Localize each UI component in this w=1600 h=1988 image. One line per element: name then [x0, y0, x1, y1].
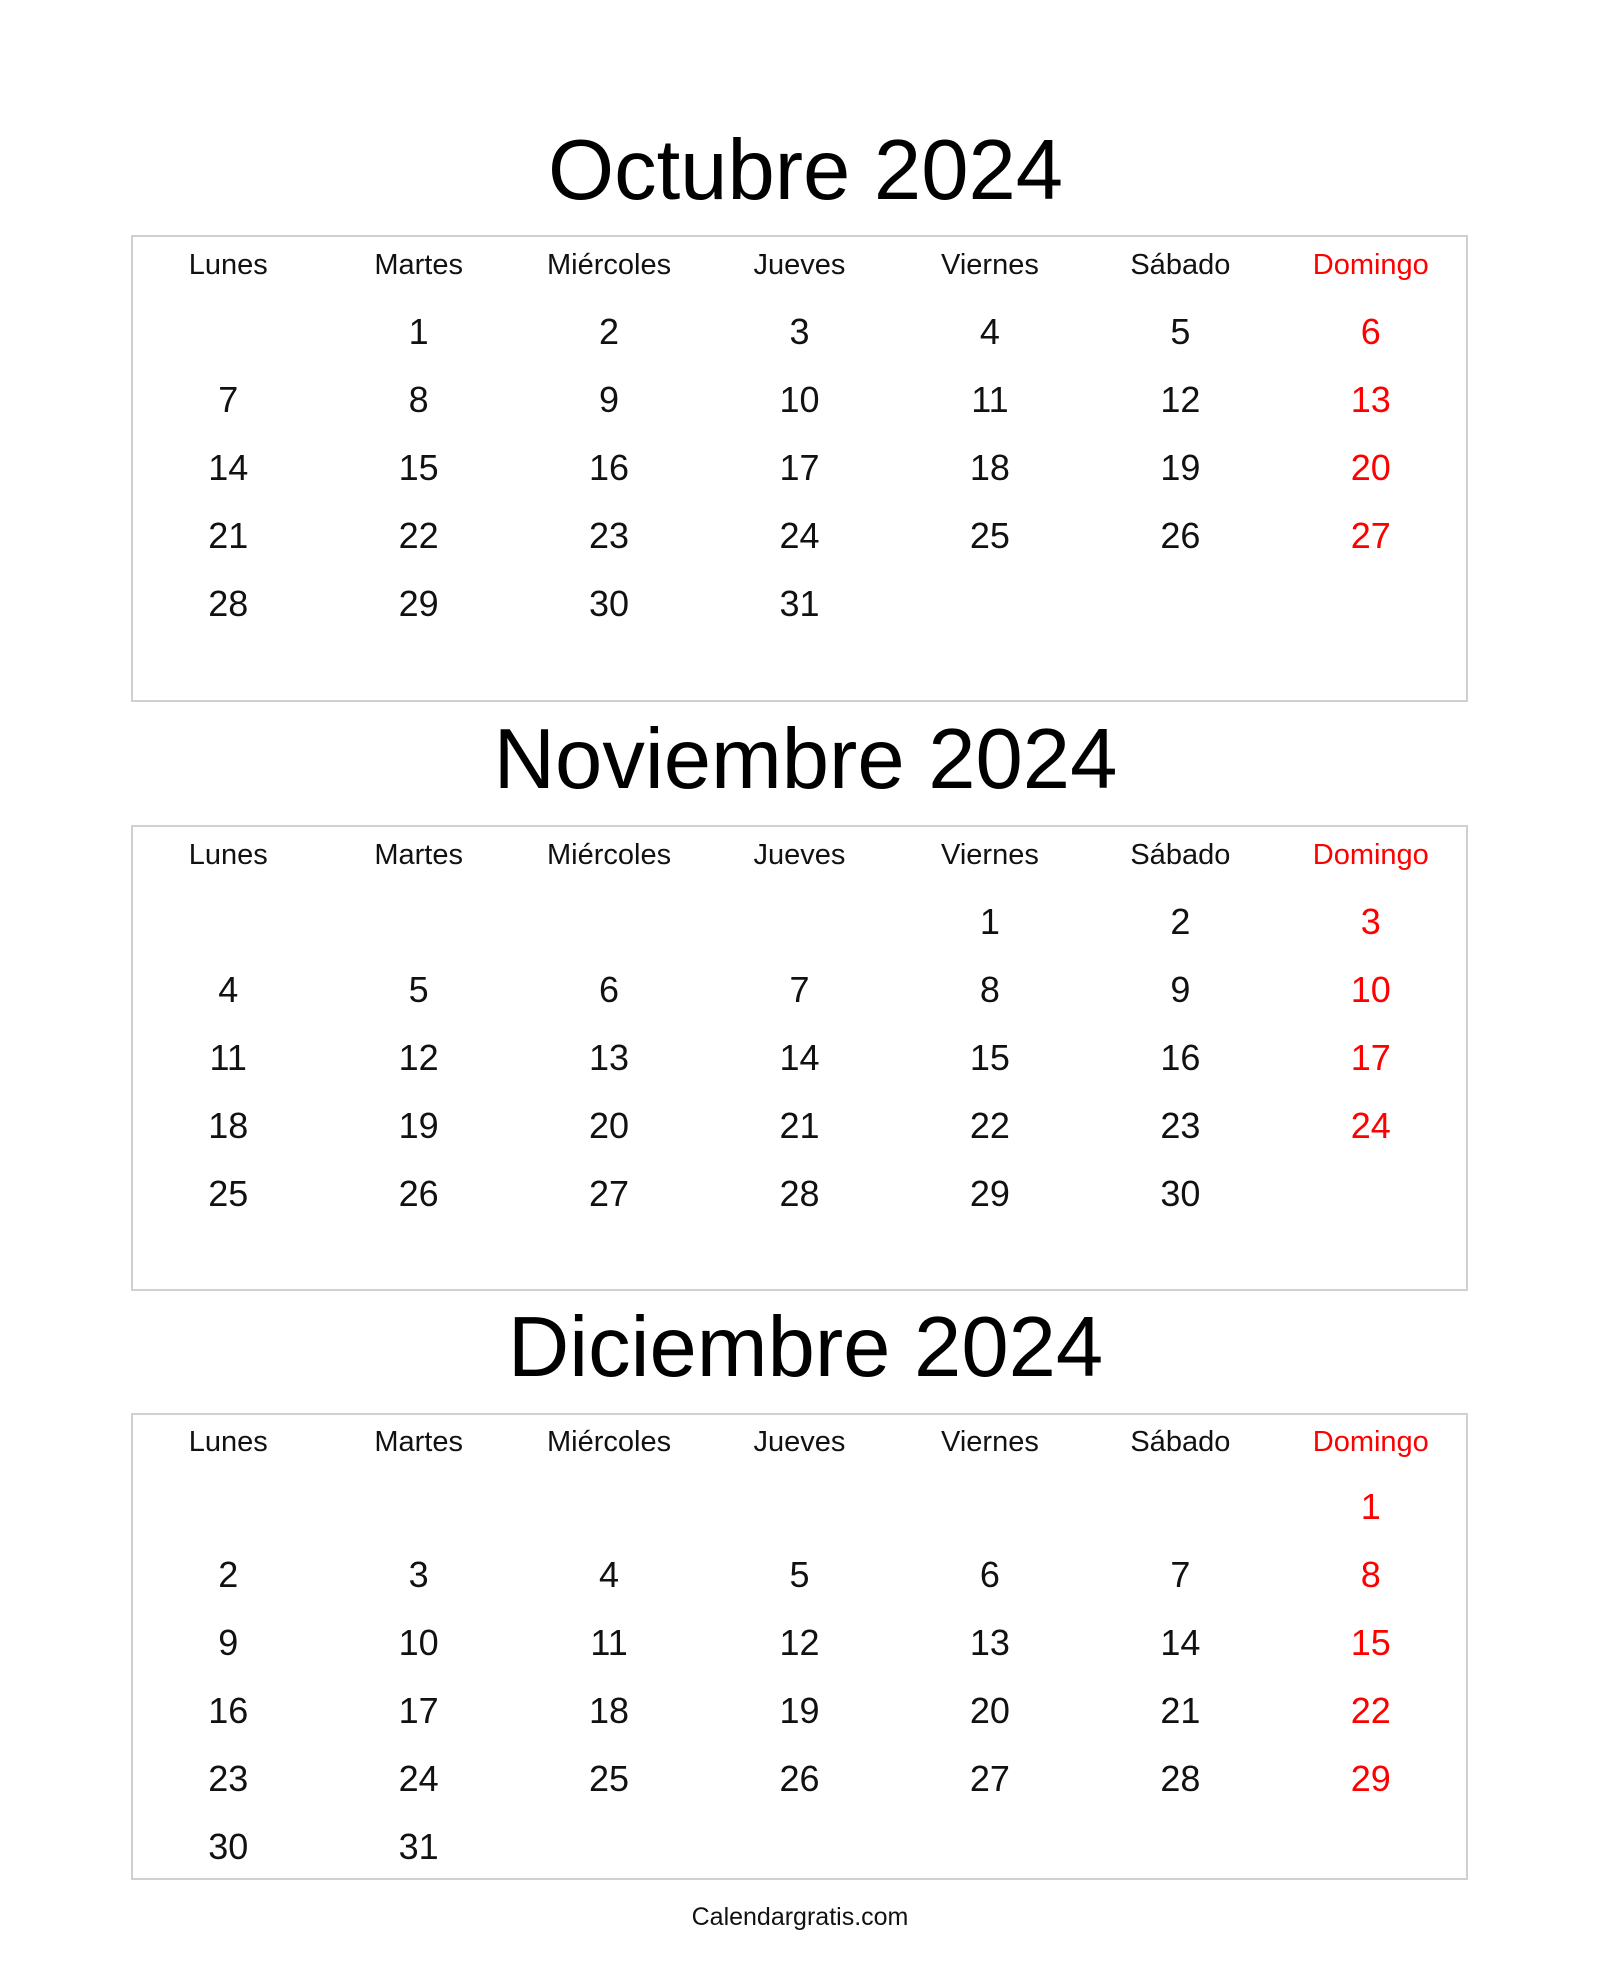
day-cell-sunday: 17	[1350, 1037, 1391, 1078]
day-cell: 17	[398, 1690, 439, 1731]
day-cell: 27	[969, 1758, 1010, 1799]
day-cell: 26	[398, 1173, 439, 1214]
day-cell	[1085, 579, 1275, 629]
day-cell-sunday: 22	[1350, 1690, 1391, 1731]
day-cell-sunday: 24	[1350, 1105, 1391, 1146]
month-title-october: Octubre 2024	[547, 123, 1064, 218]
day-cell: 25	[969, 515, 1010, 556]
day-cell: 8	[979, 969, 1000, 1010]
day-cell: 2	[218, 1554, 239, 1595]
day-cell: 21	[208, 515, 249, 556]
day-cell: 10	[779, 379, 820, 420]
day-cell: 30	[208, 1826, 249, 1867]
day-cell: 16	[589, 447, 630, 488]
day-cell-sunday	[1276, 647, 1466, 697]
day-cell: 14	[208, 447, 249, 488]
day-cell-sunday: 29	[1350, 1758, 1391, 1799]
day-cell	[514, 1482, 704, 1532]
weekday-saturday: Sábado	[1130, 1426, 1231, 1458]
day-cell: 1	[408, 311, 429, 352]
day-cell: 4	[218, 969, 239, 1010]
weekday-saturday: Sábado	[1130, 249, 1231, 281]
weekday-monday: Lunes	[188, 1426, 268, 1458]
weekday-sunday: Domingo	[1312, 1426, 1429, 1458]
day-cell	[704, 1822, 894, 1872]
week-row	[133, 307, 1466, 357]
day-cell: 22	[398, 515, 439, 556]
day-cell	[1085, 1237, 1275, 1287]
day-cell: 9	[599, 379, 620, 420]
day-cell: 10	[398, 1622, 439, 1663]
day-cell: 20	[589, 1105, 630, 1146]
month-grid-december	[131, 1413, 1468, 1880]
week-row	[133, 1686, 1466, 1736]
day-cell	[133, 307, 323, 357]
weekday-header-row	[133, 240, 1466, 290]
day-cell: 26	[1160, 515, 1201, 556]
day-cell	[1085, 647, 1275, 697]
day-cell: 3	[789, 311, 810, 352]
day-cell: 23	[208, 1758, 249, 1799]
day-cell: 19	[1160, 447, 1201, 488]
day-cell	[133, 647, 323, 697]
day-cell: 19	[779, 1690, 820, 1731]
footer-site-credit: Calendargratis.com	[691, 1903, 909, 1931]
day-cell	[323, 647, 513, 697]
day-cell	[323, 897, 513, 947]
day-cell: 20	[969, 1690, 1010, 1731]
day-cell-sunday	[1276, 579, 1466, 629]
day-cell: 31	[779, 583, 820, 624]
weekday-thursday: Jueves	[753, 839, 846, 871]
day-cell: 5	[789, 1554, 810, 1595]
weekday-friday: Viernes	[941, 249, 1039, 281]
day-cell	[704, 897, 894, 947]
day-cell: 23	[1160, 1105, 1201, 1146]
weekday-sunday: Domingo	[1312, 249, 1429, 281]
day-cell: 2	[599, 311, 620, 352]
week-row	[133, 1618, 1466, 1668]
day-cell: 16	[1160, 1037, 1201, 1078]
week-row	[133, 579, 1466, 629]
day-cell: 24	[398, 1758, 439, 1799]
day-cell	[895, 647, 1085, 697]
day-cell: 8	[408, 379, 429, 420]
weekday-wednesday: Miércoles	[547, 249, 672, 281]
day-cell: 7	[1170, 1554, 1191, 1595]
day-cell: 11	[971, 379, 1009, 420]
day-cell	[895, 579, 1085, 629]
day-cell: 14	[1160, 1622, 1201, 1663]
day-cell: 11	[209, 1037, 247, 1078]
week-row	[133, 1101, 1466, 1151]
day-cell-sunday: 27	[1350, 515, 1391, 556]
day-cell: 26	[779, 1758, 820, 1799]
day-cell: 28	[779, 1173, 820, 1214]
day-cell-sunday: 1	[1360, 1486, 1381, 1527]
day-cell: 22	[969, 1105, 1010, 1146]
day-cell: 28	[1160, 1758, 1201, 1799]
weekday-thursday: Jueves	[753, 1426, 846, 1458]
weekday-wednesday: Miércoles	[547, 1426, 672, 1458]
day-cell: 14	[779, 1037, 820, 1078]
week-row	[133, 1033, 1466, 1083]
weekday-wednesday: Miércoles	[547, 839, 672, 871]
day-cell: 19	[398, 1105, 439, 1146]
day-cell: 15	[398, 447, 439, 488]
day-cell	[133, 897, 323, 947]
day-cell-sunday	[1276, 1237, 1466, 1287]
day-cell	[704, 647, 894, 697]
day-cell-sunday	[1276, 1822, 1466, 1872]
day-cell: 6	[979, 1554, 1000, 1595]
day-cell	[704, 1237, 894, 1287]
weekday-friday: Viernes	[941, 839, 1039, 871]
day-cell: 13	[589, 1037, 630, 1078]
week-row	[133, 1822, 1466, 1872]
day-cell: 6	[599, 969, 620, 1010]
weekday-header-row	[133, 1417, 1466, 1467]
weekday-header-row	[133, 830, 1466, 880]
week-row	[133, 1482, 1466, 1532]
day-cell: 23	[589, 515, 630, 556]
week-row	[133, 443, 1466, 493]
day-cell: 3	[408, 1554, 429, 1595]
day-cell	[895, 1237, 1085, 1287]
day-cell	[323, 1237, 513, 1287]
day-cell: 21	[779, 1105, 820, 1146]
day-cell: 15	[969, 1037, 1010, 1078]
month-title-november: Noviembre 2024	[493, 712, 1118, 807]
day-cell: 7	[789, 969, 810, 1010]
day-cell	[1085, 1482, 1275, 1532]
day-cell: 4	[979, 311, 1000, 352]
day-cell: 1	[979, 901, 1000, 942]
day-cell: 2	[1170, 901, 1191, 942]
week-row	[133, 1237, 1466, 1287]
weekday-tuesday: Martes	[374, 1426, 463, 1458]
day-cell	[514, 1237, 704, 1287]
weekday-monday: Lunes	[188, 249, 268, 281]
day-cell	[514, 647, 704, 697]
month-grid-october	[131, 235, 1468, 702]
weekday-sunday: Domingo	[1312, 839, 1429, 871]
week-row	[133, 511, 1466, 561]
day-cell: 25	[208, 1173, 249, 1214]
day-cell	[704, 1482, 894, 1532]
day-cell: 18	[969, 447, 1010, 488]
day-cell	[895, 1822, 1085, 1872]
day-cell: 12	[779, 1622, 820, 1663]
day-cell: 30	[1160, 1173, 1201, 1214]
week-row	[133, 897, 1466, 947]
day-cell	[514, 897, 704, 947]
day-cell-sunday: 6	[1360, 311, 1381, 352]
day-cell: 13	[969, 1622, 1010, 1663]
day-cell: 11	[590, 1622, 628, 1663]
day-cell: 30	[589, 583, 630, 624]
week-row	[133, 1754, 1466, 1804]
day-cell: 4	[599, 1554, 620, 1595]
day-cell	[133, 1237, 323, 1287]
day-cell	[1085, 1822, 1275, 1872]
day-cell: 18	[589, 1690, 630, 1731]
day-cell: 12	[1160, 379, 1201, 420]
day-cell: 7	[218, 379, 239, 420]
day-cell: 18	[208, 1105, 249, 1146]
month-grid-november	[131, 825, 1468, 1291]
weekday-friday: Viernes	[941, 1426, 1039, 1458]
day-cell: 31	[398, 1826, 439, 1867]
day-cell: 25	[589, 1758, 630, 1799]
day-cell: 29	[969, 1173, 1010, 1214]
weekday-tuesday: Martes	[374, 249, 463, 281]
day-cell: 5	[1170, 311, 1191, 352]
weekday-saturday: Sábado	[1130, 839, 1231, 871]
day-cell: 9	[218, 1622, 239, 1663]
day-cell: 12	[398, 1037, 439, 1078]
day-cell-sunday: 8	[1360, 1554, 1381, 1595]
day-cell	[323, 1482, 513, 1532]
week-row	[133, 375, 1466, 425]
week-row	[133, 1169, 1466, 1219]
day-cell	[514, 1822, 704, 1872]
week-row	[133, 1550, 1466, 1600]
day-cell: 21	[1160, 1690, 1201, 1731]
weekday-thursday: Jueves	[753, 249, 846, 281]
weekday-tuesday: Martes	[374, 839, 463, 871]
day-cell-sunday: 10	[1350, 969, 1391, 1010]
day-cell: 16	[208, 1690, 249, 1731]
weekday-monday: Lunes	[188, 839, 268, 871]
day-cell	[895, 1482, 1085, 1532]
day-cell-sunday: 20	[1350, 447, 1391, 488]
week-row	[133, 965, 1466, 1015]
day-cell: 27	[589, 1173, 630, 1214]
day-cell-sunday	[1276, 1169, 1466, 1219]
day-cell: 28	[208, 583, 249, 624]
day-cell: 24	[779, 515, 820, 556]
day-cell: 9	[1170, 969, 1191, 1010]
day-cell: 29	[398, 583, 439, 624]
month-title-december: Diciembre 2024	[507, 1300, 1104, 1395]
day-cell	[133, 1482, 323, 1532]
week-row	[133, 647, 1466, 697]
day-cell-sunday: 13	[1350, 379, 1391, 420]
day-cell: 5	[408, 969, 429, 1010]
day-cell-sunday: 15	[1350, 1622, 1391, 1663]
day-cell: 17	[779, 447, 820, 488]
day-cell-sunday: 3	[1360, 901, 1381, 942]
